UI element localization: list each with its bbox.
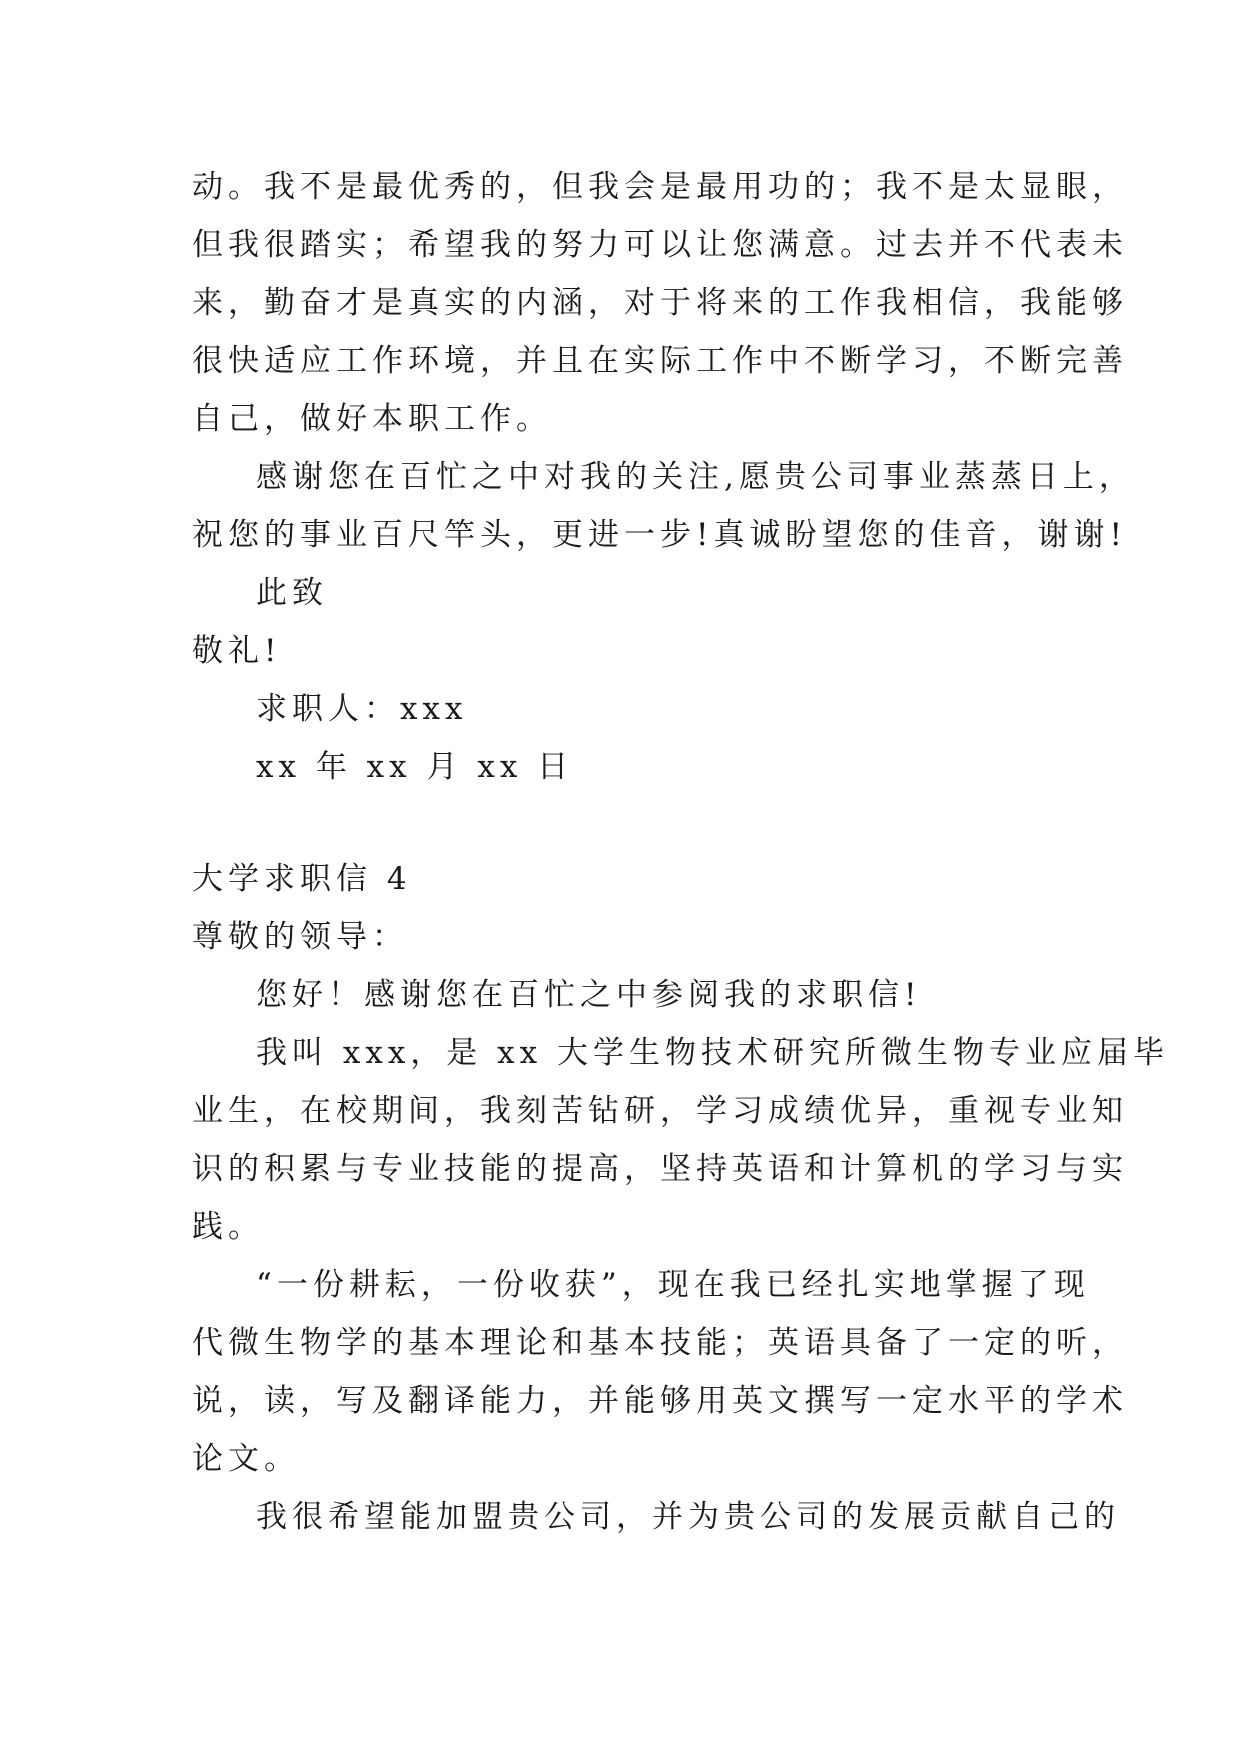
body-line: 很快适应工作环境，并且在实际工作中不断学习，不断完善	[192, 343, 1128, 379]
signature-name: 求职人：xxx	[256, 691, 468, 727]
body-line: 践。	[192, 1209, 264, 1245]
closing-salute: 敬礼!	[192, 633, 282, 669]
body-line: 感谢您在百忙之中对我的关注,愿贵公司事业蒸蒸日上，	[256, 459, 1135, 495]
body-line: 论文。	[192, 1441, 300, 1477]
body-line: 业生，在校期间，我刻苦钻研，学习成绩优异，重视专业知	[192, 1093, 1128, 1129]
body-line: 说，读，写及翻译能力，并能够用英文撰写一定水平的学术	[192, 1383, 1128, 1419]
section-title: 大学求职信 4	[192, 861, 412, 897]
body-line: 来，勤奋才是真实的内涵，对于将来的工作我相信，我能够	[192, 285, 1128, 321]
closing-line: 此致	[256, 575, 328, 611]
body-line: “一份耕耘，一份收获”，现在我已经扎实地掌握了现	[256, 1267, 1090, 1303]
body-line: 代微生物学的基本理论和基本技能；英语具备了一定的听，	[192, 1325, 1128, 1361]
body-line: 但我很踏实；希望我的努力可以让您满意。过去并不代表未	[192, 227, 1128, 263]
body-line: 您好！感谢您在百忙之中参阅我的求职信!	[256, 977, 922, 1013]
body-line: 识的积累与专业技能的提高，坚持英语和计算机的学习与实	[192, 1151, 1128, 1187]
salutation: 尊敬的领导：	[192, 919, 408, 955]
body-line: 我很希望能加盟贵公司，并为贵公司的发展贡献自己的	[256, 1499, 1120, 1535]
body-line: 自己，做好本职工作。	[192, 401, 552, 437]
signature-date: xx 年 xx 月 xx 日	[256, 749, 574, 785]
body-line: 我叫 xxx，是 xx 大学生物技术研究所微生物专业应届毕	[256, 1035, 1169, 1071]
body-line: 祝您的事业百尺竿头，更进一步!真诚盼望您的佳音，谢谢!	[192, 517, 1127, 553]
body-line: 动。我不是最优秀的，但我会是最用功的；我不是太显眼，	[192, 169, 1128, 205]
